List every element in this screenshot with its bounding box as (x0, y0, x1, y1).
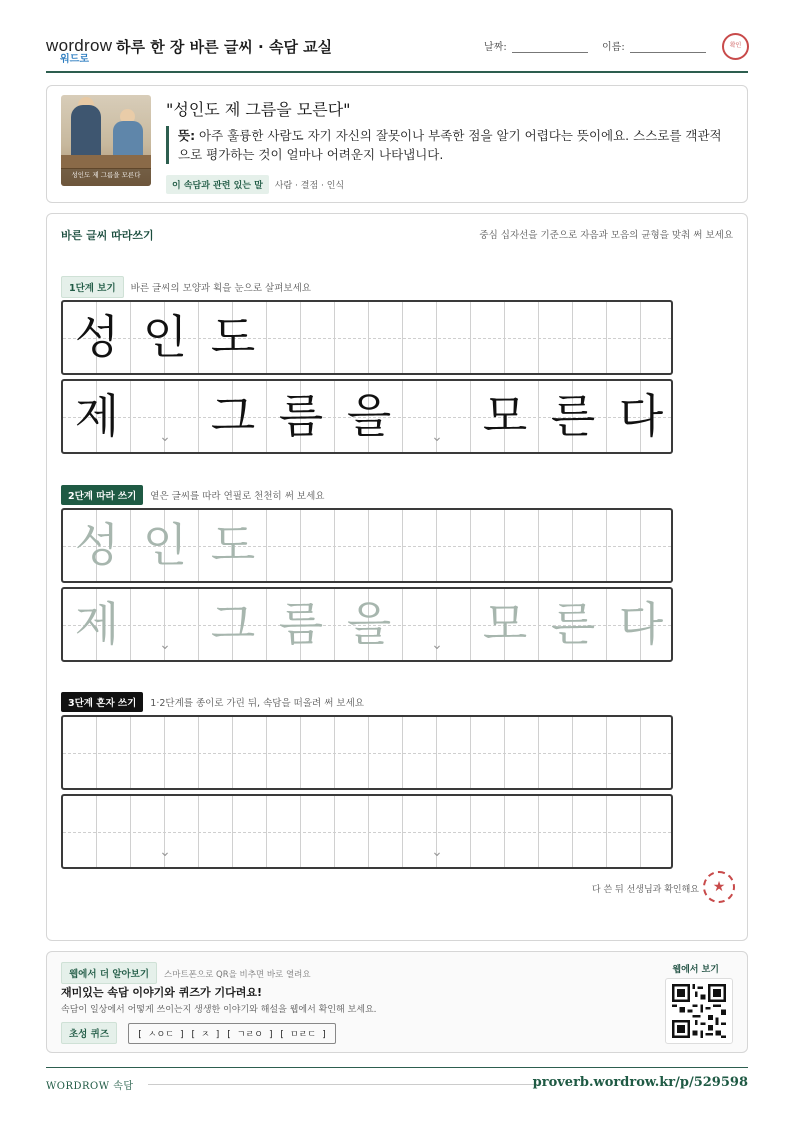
quiz-box: [ ㅅㅇㄷ ] [ ㅈ ] [ ㄱㄹㅇ ] [ ㅁㄹㄷ ] (128, 1023, 336, 1044)
model-syllable: 른 (550, 389, 596, 443)
model-syllable: 그 (210, 389, 256, 443)
step2-header (61, 485, 324, 505)
trace-syllable: 름 (278, 597, 324, 651)
space-marker-icon: ⌄ (159, 429, 171, 445)
model-syllable: 성 (74, 310, 120, 364)
proverb-meaning (166, 126, 726, 164)
page-title: 하루 한 장 바른 글씨 · 속담 교실 (116, 38, 333, 56)
web-desc: 속담이 일상에서 어떻게 쓰이는지 생생한 이야기와 해설을 웹에서 확인해 보세요. (61, 1005, 377, 1015)
model-syllable: 인 (142, 310, 188, 364)
section-title: 바른 글씨 따라쓰기 (61, 229, 154, 242)
trace-syllable: 다 (618, 597, 664, 651)
step1-tag: 1단계 보기 (61, 276, 124, 298)
model-syllable: 름 (278, 389, 324, 443)
writing-row (61, 300, 673, 375)
writing-row[interactable] (61, 794, 673, 869)
writing-row[interactable] (61, 587, 673, 662)
model-syllable: 모 (482, 389, 528, 443)
model-syllable: 도 (210, 310, 256, 364)
step1-header (61, 276, 311, 298)
star-seal-icon: ★ (703, 871, 735, 903)
trace-syllable: 인 (142, 518, 188, 572)
section-hint: 중심 십자선을 기준으로 자음과 모음의 균형을 맞춰 써 보세요 (479, 230, 733, 241)
web-see-label: 웹에서 보기 (672, 965, 719, 975)
step2-hint: 옅은 글씨를 따라 연필로 천천히 써 보세요 (150, 491, 325, 502)
illustration (61, 95, 151, 186)
logo: wordrow (46, 36, 113, 55)
footer-brand: WORDROW 속담 (46, 1081, 134, 1092)
meaning-label: 뜻: (178, 128, 196, 143)
trace-syllable: 른 (550, 597, 596, 651)
step3-hint: 1·2단계를 종이로 가린 뒤, 속담을 떠올려 써 보세요 (150, 698, 364, 709)
model-syllable: 을 (346, 389, 392, 443)
related-tag: 이 속담과 관련 있는 말 (166, 175, 269, 194)
web-tag-hint: 스마트폰으로 QR을 비추면 바로 열려요 (164, 970, 311, 980)
space-marker-icon: ⌄ (159, 844, 171, 860)
proverb-title: "성인도 제 그름을 모른다" (166, 100, 351, 119)
space-marker-icon: ⌄ (159, 637, 171, 653)
space-marker-icon: ⌄ (431, 429, 443, 445)
web-title: 재미있는 속담 이야기와 퀴즈가 기다려요! (61, 986, 262, 999)
step3-header (61, 692, 364, 712)
model-syllable: 다 (618, 389, 664, 443)
check-stamp-icon: 확인 (722, 33, 749, 60)
space-marker-icon: ⌄ (431, 844, 443, 860)
trace-syllable: 을 (346, 597, 392, 651)
name-label: 이름: (602, 42, 625, 53)
step2-tag: 2단계 따라 쓰기 (61, 485, 143, 505)
space-marker-icon: ⌄ (431, 637, 443, 653)
trace-syllable: 제 (74, 597, 120, 651)
trace-syllable: 모 (482, 597, 528, 651)
proverb-card (46, 85, 748, 203)
trace-syllable: 성 (74, 518, 120, 572)
practice-card (46, 213, 748, 941)
page-header (46, 30, 748, 73)
illustration-caption: 성인도 제 그름을 모른다 (61, 168, 151, 186)
qr-code-icon[interactable] (665, 978, 733, 1044)
web-card (46, 951, 748, 1053)
step3-tag: 3단계 혼자 쓰기 (61, 692, 143, 712)
quiz-row (61, 1022, 336, 1044)
name-field[interactable] (630, 52, 706, 53)
web-tag-row (61, 962, 311, 984)
web-tag: 웹에서 더 알아보기 (61, 962, 157, 984)
check-note: 다 쓴 뒤 선생님과 확인해요 (591, 885, 699, 895)
trace-syllable: 도 (210, 518, 256, 572)
footer-url[interactable]: proverb.wordrow.kr/p/529598 (532, 1075, 748, 1090)
logo-subtitle: 워드로 (60, 54, 89, 65)
writing-row[interactable] (61, 715, 673, 790)
page-footer (46, 1067, 748, 1097)
model-syllable: 제 (74, 389, 120, 443)
date-label: 날짜: (484, 42, 507, 53)
related-words (166, 175, 344, 194)
trace-syllable: 그 (210, 597, 256, 651)
writing-row (61, 379, 673, 454)
step1-hint: 바른 글씨의 모양과 획을 눈으로 살펴보세요 (130, 283, 311, 294)
quiz-label: 초성 퀴즈 (61, 1022, 117, 1044)
date-field[interactable] (512, 52, 588, 53)
writing-row[interactable] (61, 508, 673, 583)
meaning-text: 아주 훌륭한 사람도 자기 자신의 잘못이나 부족한 점을 알기 어렵다는 뜻이에요. 스스로를 객관적으로 평가하는 것이 얼마나 어려운지 나타냅니다. (178, 128, 722, 162)
related-list: 사람 · 결점 · 인식 (274, 181, 345, 191)
